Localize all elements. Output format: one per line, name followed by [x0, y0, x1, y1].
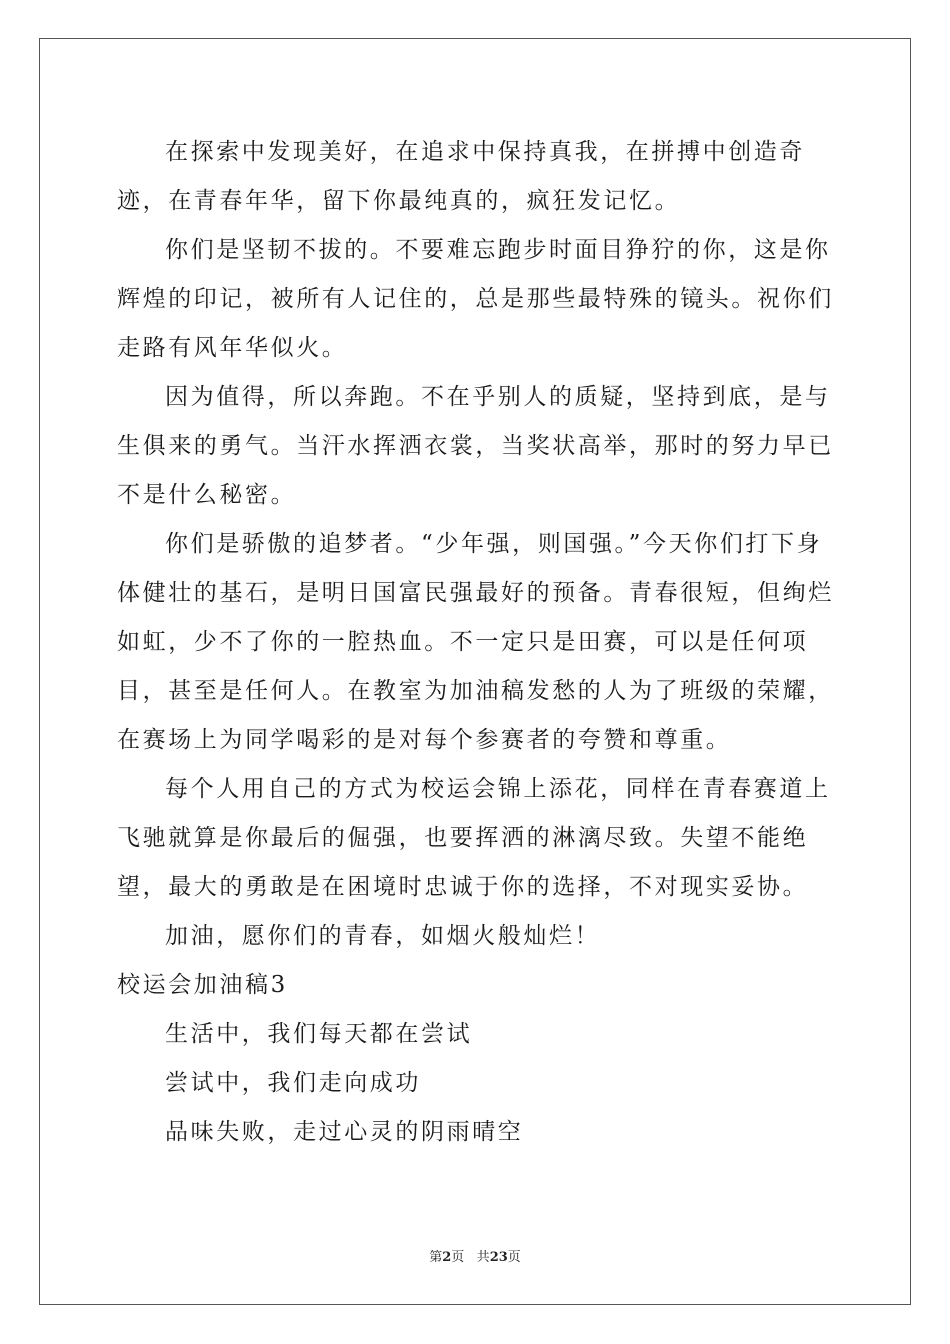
total-suffix: 页 [507, 1250, 521, 1265]
paragraph-3: 因为值得，所以奔跑。不在乎别人的质疑，坚持到底，是与生俱来的勇气。当汗水挥洒衣裳，当奖状高举，那时的努力早已不是什么秘密。 [117, 384, 834, 508]
poem-line-2: 尝试中，我们走向成功 [165, 1070, 421, 1096]
paragraph-1: 在探索中发现美好，在追求中保持真我，在拼搏中创造奇迹，在青春年华，留下你最纯真的，疯狂发记忆。 [117, 139, 805, 214]
paragraph-6: 加油，愿你们的青春，如烟火般灿烂！ [165, 923, 601, 949]
page-footer [0, 1246, 950, 1265]
document-body [117, 128, 837, 1157]
paragraph-5: 每个人用自己的方式为校运会锦上添花，同样在青春赛道上飞驰就算是你最后的倔强，也要挥洒的淋漓尽致。失望不能绝望，最大的勇敢是在困境时忠诚于你的选择，不对现实妥协。 [117, 776, 831, 900]
total-prefix: 共 [476, 1250, 490, 1265]
page-prefix: 第 [429, 1250, 443, 1265]
total-pages: 23 [489, 1250, 508, 1265]
poem-line-1: 生活中，我们每天都在尝试 [165, 1021, 473, 1047]
section-heading: 校运会加油稿3 [117, 972, 288, 998]
paragraph-4: 你们是骄傲的追梦者。“少年强，则国强。”今天你们打下身体健壮的基石，是明日国富民强最好的预备。青春很短，但绚烂如虹，少不了你的一腔热血。不一定只是田赛，可以是任何项目，甚至是任何人。在教室为加油稿发愁的人为了班级的荣耀，在赛场上为同学喝彩的是对每个参赛者的夸赞和尊重。 [117, 531, 834, 753]
page-number: 2 [442, 1250, 452, 1265]
paragraph-2: 你们是坚韧不拔的。不要难忘跑步时面目狰狞的你，这是你辉煌的印记，被所有人记住的，总是那些最特殊的镜头。祝你们走路有风年华似火。 [117, 237, 834, 361]
page-suffix: 页 [451, 1250, 465, 1265]
poem-line-3: 品味失败，走过心灵的阴雨晴空 [165, 1119, 524, 1145]
